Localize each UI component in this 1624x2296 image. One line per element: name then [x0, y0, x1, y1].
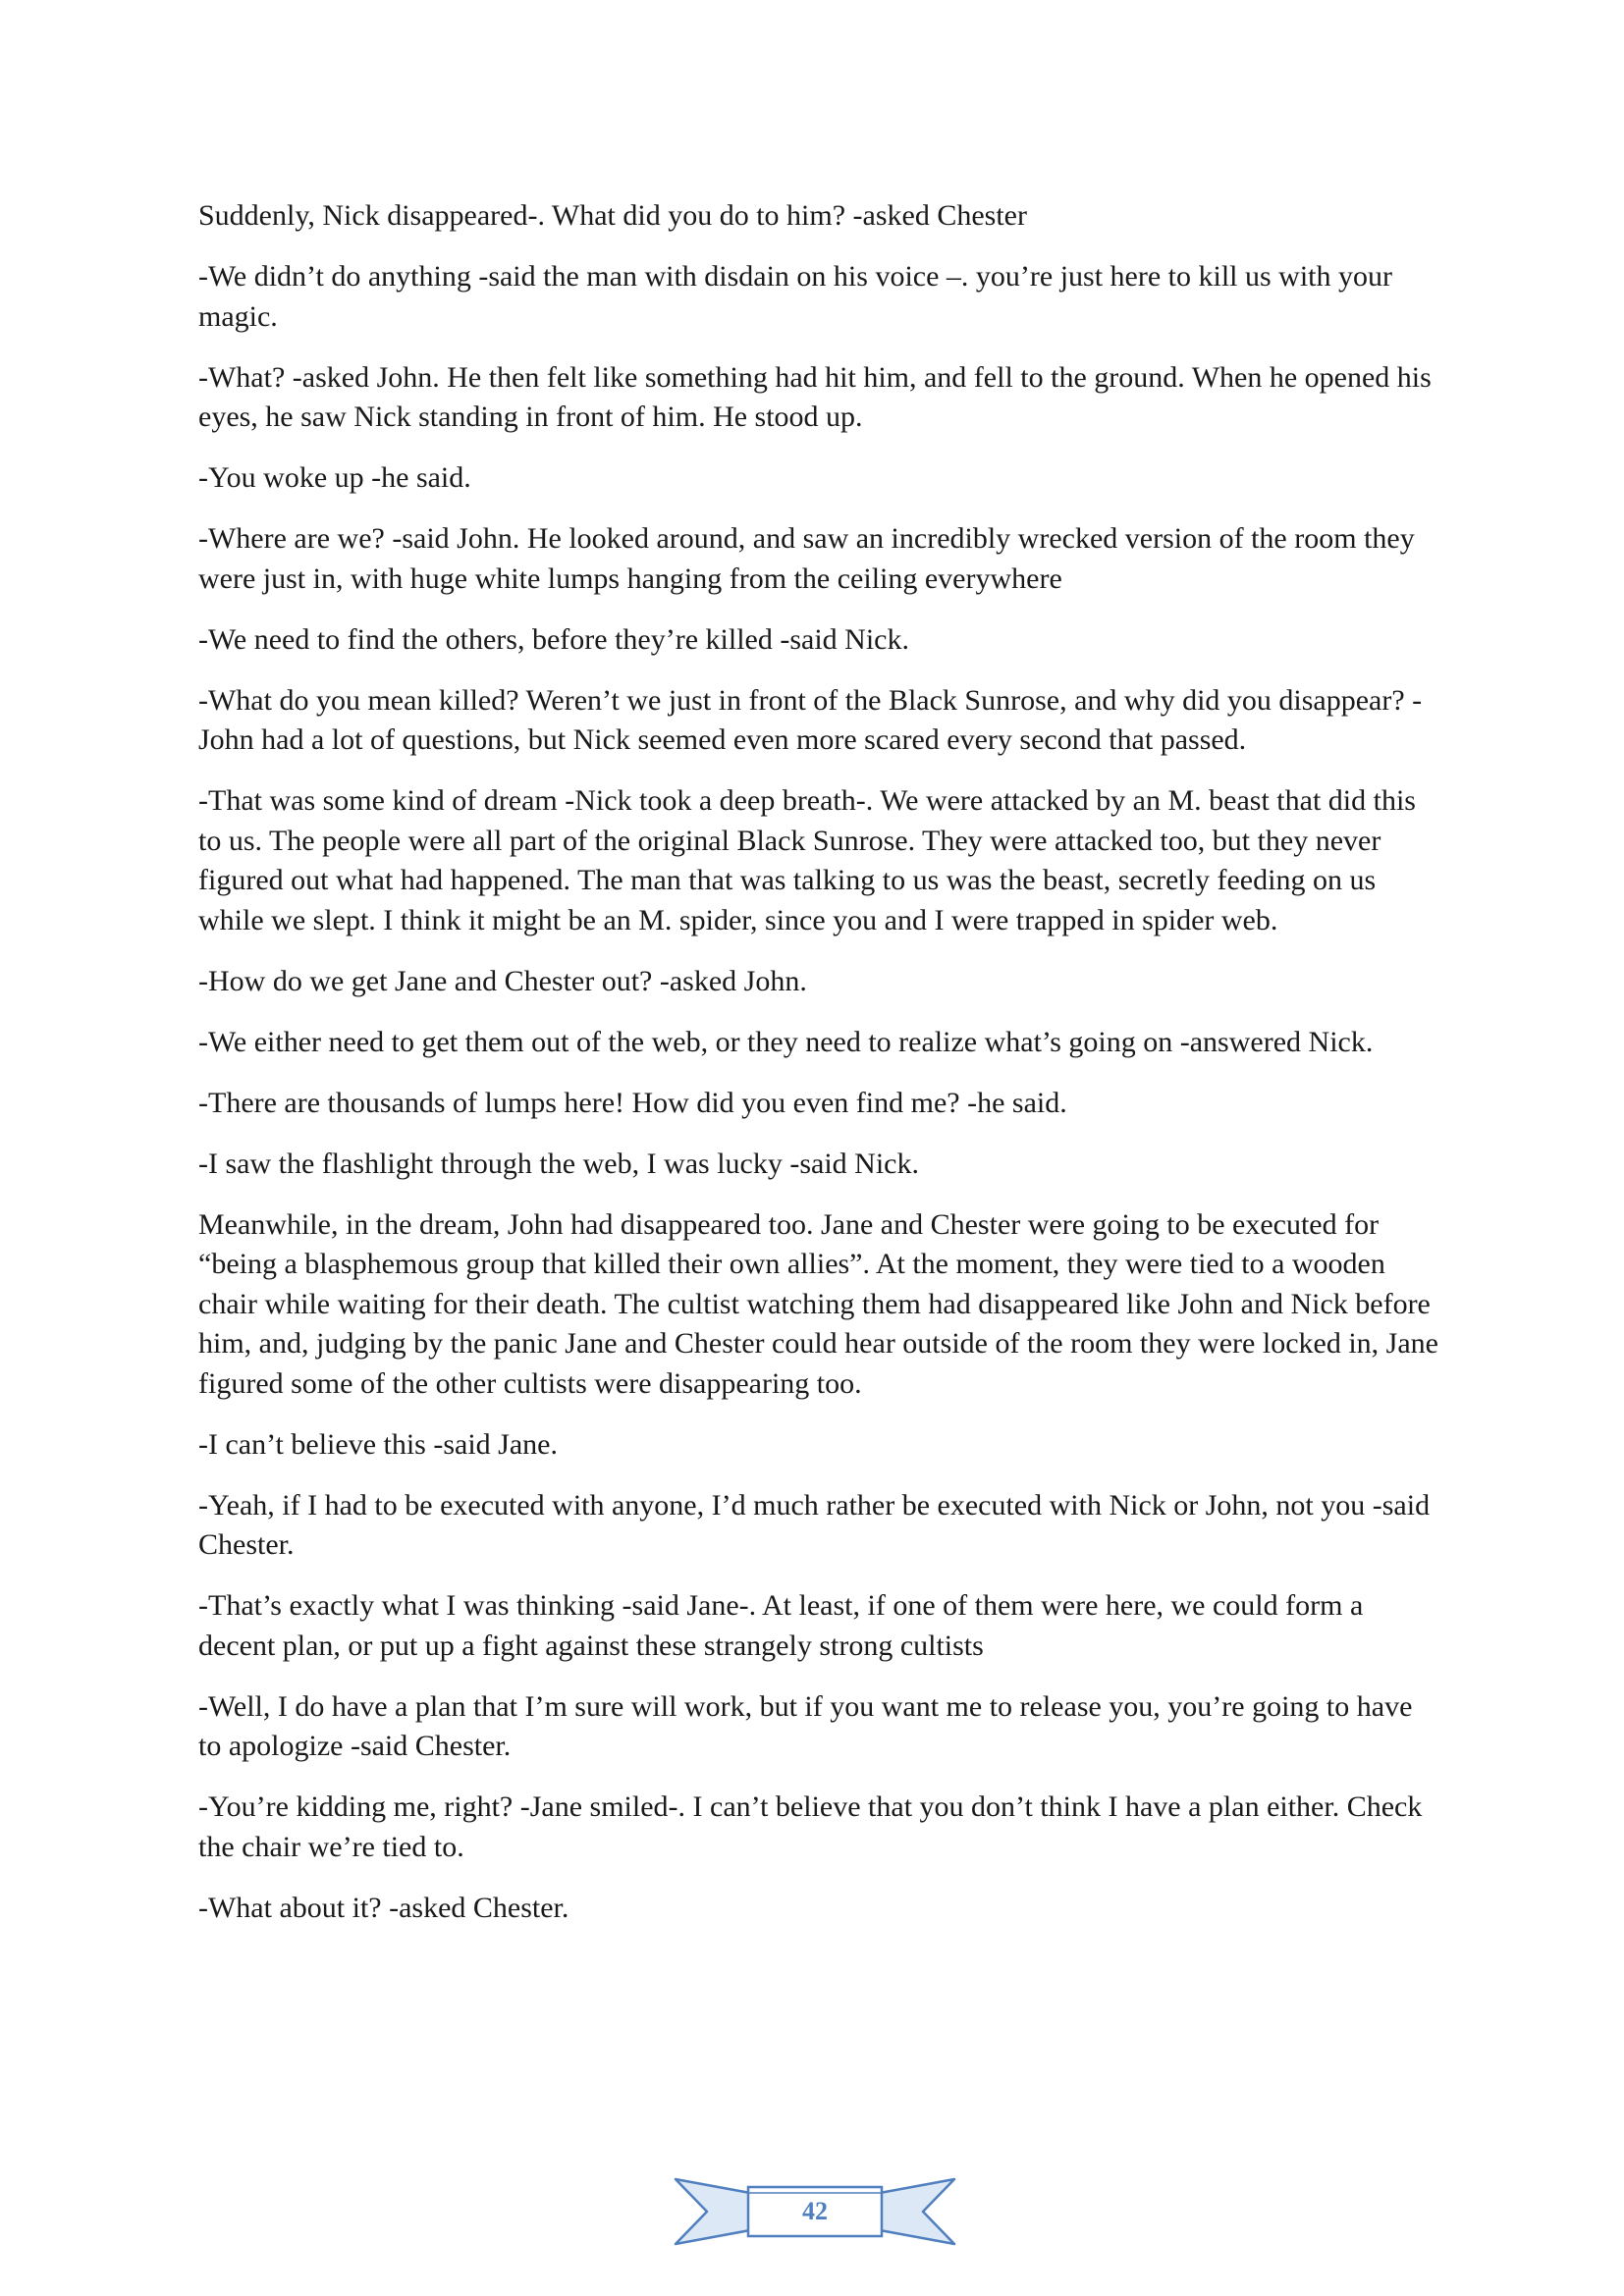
paragraph: -What do you mean killed? Weren’t we just in front of the Black Sunrose, and why did you disappear? -John had a lot of questions, but Nick seemed even more scared every second that passed. [198, 683, 1423, 756]
paragraph: -That was some kind of dream -Nick took a deep breath-. We were attacked by an M. beast that did this to us. The people were all part of the original Black Sunrose. They were attacked too, but they never figured out what had happened. The man that was talking to us was the beast, secretly feeding on us while we slept. I think it might be an M. spider, since you and I were trapped in spider web. [198, 784, 1416, 936]
page-number: 42 [802, 2197, 828, 2225]
paragraph: -How do we get Jane and Chester out? -asked John. [198, 964, 807, 997]
ribbon-left-tail [676, 2179, 750, 2244]
paragraph: -I can’t believe this -said Jane. [198, 1427, 558, 1461]
paragraph: -We either need to get them out of the web, or they need to realize what’s going on -answered Nick. [198, 1025, 1374, 1058]
body-text [198, 196, 1441, 1949]
paragraph: -There are thousands of lumps here! How did you even find me? -he said. [198, 1086, 1067, 1119]
paragraph: -Yeah, if I had to be executed with anyone, I’d much rather be executed with Nick or John, not you -said Chester. [198, 1488, 1431, 1561]
paragraph: -What about it? -asked Chester. [198, 1891, 569, 1924]
paragraph: Suddenly, Nick disappeared-. What did you do to him? -asked Chester [198, 199, 1027, 232]
paragraph: Meanwhile, in the dream, John had disappeared too. Jane and Chester were going to be executed for “being a blasphemous group that killed their own allies”. At the moment, they were tied to a wooden chair while waiting for their death. The cultist watching them had disappeared like John and Nick before him, and, judging by the panic Jane and Chester could hear outside of the room they were locked in, Jane figured some of the other cultists were disappearing too. [198, 1207, 1438, 1400]
paragraph: -You woke up -he said. [198, 461, 471, 494]
paragraph: -What? -asked John. He then felt like something had hit him, and fell to the ground. When he opened his eyes, he saw Nick standing in front of him. He stood up. [198, 360, 1432, 433]
paragraph: -We didn’t do anything -said the man with disdain on his voice –. you’re just here to kill us with your magic. [198, 260, 1393, 333]
paragraph: -That’s exactly what I was thinking -said Jane-. At least, if one of them were here, we could form a decent plan, or put up a fight against these strangely strong cultists [198, 1589, 1364, 1662]
paragraph: -I saw the flashlight through the web, I was lucky -said Nick. [198, 1147, 919, 1180]
paragraph: -You’re kidding me, right? -Jane smiled-. I can’t believe that you don’t think I have a plan either. Check the chair we’re tied to. [198, 1790, 1423, 1863]
paragraph: -Well, I do have a plan that I’m sure will work, but if you want me to release you, you’re going to have to apologize -said Chester. [198, 1689, 1413, 1762]
paragraph: -We need to find the others, before they’re killed -said Nick. [198, 622, 909, 656]
paragraph: -Where are we? -said John. He looked around, and saw an incredibly wrecked version of the room they were just in, with huge white lumps hanging from the ceiling everywhere [198, 522, 1415, 595]
ribbon-right-tail [880, 2179, 954, 2244]
